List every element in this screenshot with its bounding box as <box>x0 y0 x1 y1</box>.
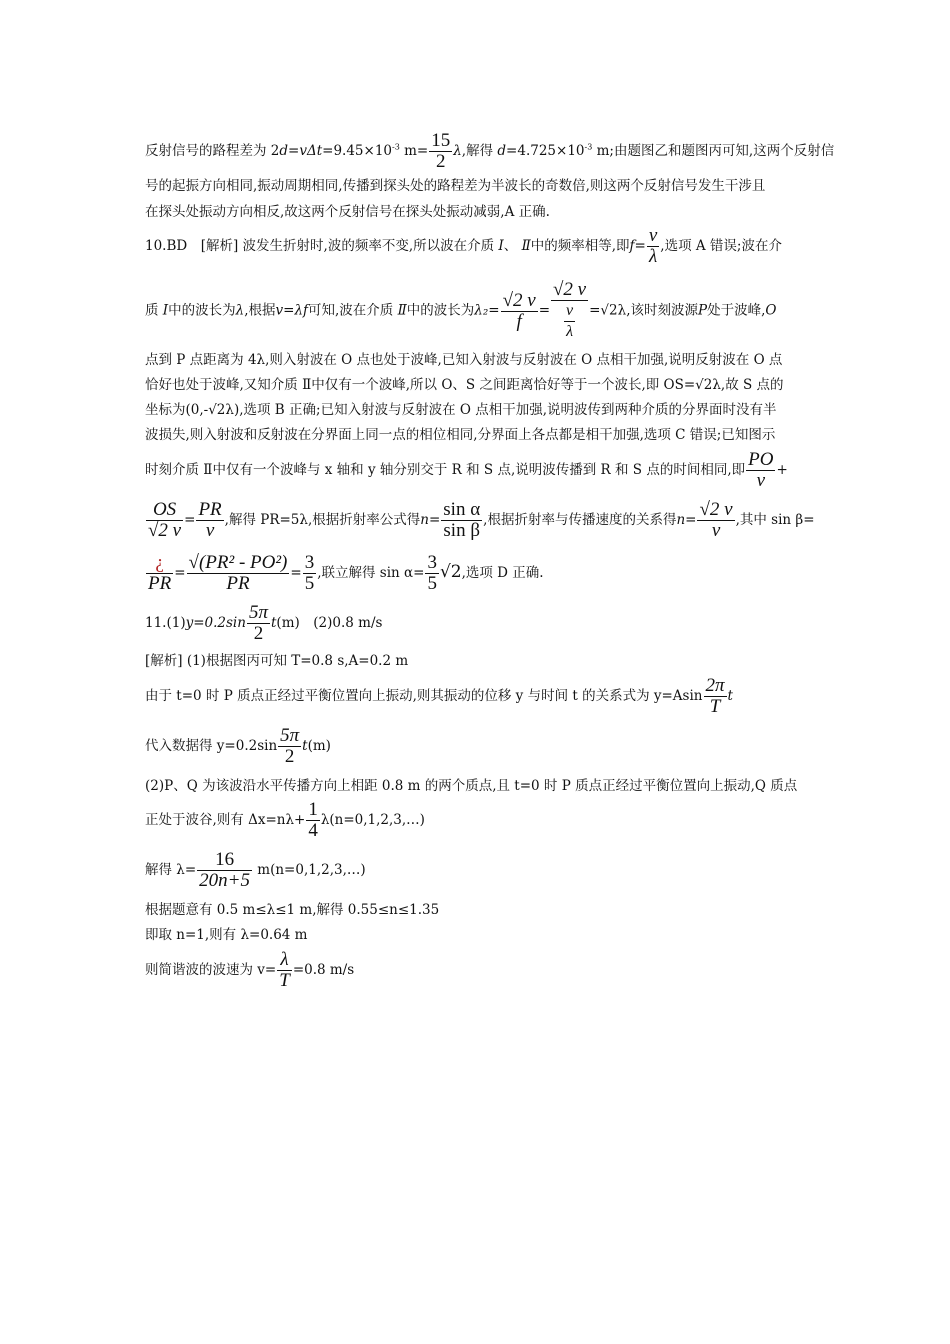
text-line: 时刻介质 Ⅱ中仅有一个波峰与 x 轴和 y 轴分别交于 R 和 S 点,说明波传播到 R 和 S 点的时间相同,即 $\frac{PO}{v}$ + <box>145 449 788 491</box>
text-line: 坐标为(0,-√2λ),选项 B 正确;已知入射波与反射波在 O 点相干加强,说明波传到两种介质的分界面时没有半 <box>145 402 777 418</box>
text-line: 波损失,则入射波和反射波在分界面上同一点的相位相同,分界面上各点都是相干加强,选项 C 错误;已知图示 <box>145 427 776 443</box>
fraction: $\frac{3}{5}$ <box>427 552 437 594</box>
text-line: $\frac{OS}{√2 v}$ = $\frac{PR}{v}$ ,解得 PR=5λ,根据折射率公式得n= $\frac{\text{sin α}}{\text{sin β}}$ ,根据折射率与传播速度的关系得n= $\frac{√2 v}{v}$ ,其中 sin β= <box>148 499 815 541</box>
fraction: $\frac{15}{2}$ <box>431 130 451 172</box>
text-line: (2)P、Q 为该波沿水平传播方向上相距 0.8 m 的两个质点,且 t=0 时 P 质点正经过平衡位置向上振动,Q 质点 <box>145 778 798 794</box>
fraction: $\frac{\text{√(PR² - PO²)}}{PR}$ <box>188 552 288 594</box>
fraction: $\frac{5\pi}{2}$ <box>280 725 300 767</box>
fraction: $\frac{√2 v}{\frac{v}{\lambda}}$ <box>553 279 587 340</box>
text-line: 质 Ⅰ中的波长为λ,根据v=λf可知,波在介质 Ⅱ中的波长为λ₂= $\frac{√2 v}{f}$ = $\frac{√2 v}{\frac{v}{\lambda}}$ =√2λ,该时刻波源P处于波峰,O <box>145 279 777 340</box>
text-line: $\frac{¿}{PR}$ = $\frac{\text{√(PR² - PO²)}}{PR}$ = $\frac{3}{5}$ ,联立解得 sin α= $\frac{3}{5}$ √2,选项 D 正确. <box>148 552 544 594</box>
fraction: $\frac{\text{sin α}}{\text{sin β}}$ <box>443 499 481 541</box>
fraction: $\frac{3}{5}$ <box>304 552 315 594</box>
text-line: 10.BD [解析] 波发生折射时,波的频率不变,所以波在介质 Ⅰ、 Ⅱ中的频率相等,即f= $\frac{v}{\lambda}$ ,选项 A 错误;波在介 <box>145 225 782 267</box>
text-line: 号的起振方向相同,振动周期相同,传播到探头处的路程差为半波长的奇数倍,则这两个反射信号发生干涉且 <box>145 178 766 194</box>
text-line: 恰好也处于波峰,又知介质 Ⅱ中仅有一个波峰,所以 O、S 之间距离恰好等于一个波长,即 OS=√2λ,故 S 点的 <box>145 377 784 393</box>
fraction: $\frac{PO}{v}$ <box>748 449 774 491</box>
text-line: 点到 P 点距离为 4λ,则入射波在 O 点也处于波峰,已知入射波与反射波在 O 点相干加强,说明反射波在 O 点 <box>145 352 783 368</box>
text-line: 根据题意有 0.5 m≤λ≤1 m,解得 0.55≤n≤1.35 <box>145 902 440 918</box>
fraction: $\frac{√2 v}{f}$ <box>502 289 536 332</box>
fraction: $\frac{5\pi}{2}$ <box>248 602 268 644</box>
text-line: 由于 t=0 时 P 质点正经过平衡位置向上振动,则其振动的位移 y 与时间 t 的关系式为 y=Asin $\frac{2\pi}{T}$ t <box>145 675 733 717</box>
fraction: $\frac{√2 v}{v}$ <box>699 499 733 541</box>
text-line: 则简谐波的波速为 v= $\frac{\lambda}{T}$ =0.8 m/s <box>145 949 355 991</box>
text-line: 反射信号的路程差为 $2d=v\Delta t=9.45\times 10^{-3}$ m= $\frac{15}{2}$ λ,解得 $d=4.725\times 10^{-3}$ m;由题图乙和题图丙可知,这两个反射信 <box>145 130 835 172</box>
text-line: 11.(1)y=0.2sin $\frac{5\pi}{2}$ t(m) (2)0.8 m/s <box>145 602 383 644</box>
text-line: 解得 λ= $\frac{16}{20n+5}$ m(n=0,1,2,3,…) <box>145 849 366 891</box>
text-line: [解析] (1)根据图丙可知 T=0.8 s,A=0.2 m <box>145 653 409 669</box>
text-line: 在探头处振动方向相反,故这两个反射信号在探头处振动减弱,A 正确. <box>145 204 550 220</box>
fraction: $\frac{¿}{PR}$ <box>148 552 172 594</box>
fraction: $\frac{v}{\lambda}$ <box>648 225 658 267</box>
fraction: $\frac{2\pi}{T}$ <box>705 675 725 717</box>
text-line: 即取 n=1,则有 λ=0.64 m <box>145 927 308 943</box>
text-line: 代入数据得 y=0.2sin $\frac{5\pi}{2}$ t(m) <box>145 725 331 767</box>
fraction: $\frac{OS}{√2 v}$ <box>148 499 182 541</box>
fraction: $\frac{PR}{v}$ <box>198 499 222 541</box>
text-line: 正处于波谷,则有 Δx=nλ+ $\frac{1}{4}$ λ(n=0,1,2,3,…) <box>145 799 425 841</box>
fraction: $\frac{1}{4}$ <box>308 799 318 841</box>
fraction: $\frac{\lambda}{T}$ <box>279 949 290 991</box>
fraction: $\frac{16}{20n+5}$ <box>199 849 250 891</box>
